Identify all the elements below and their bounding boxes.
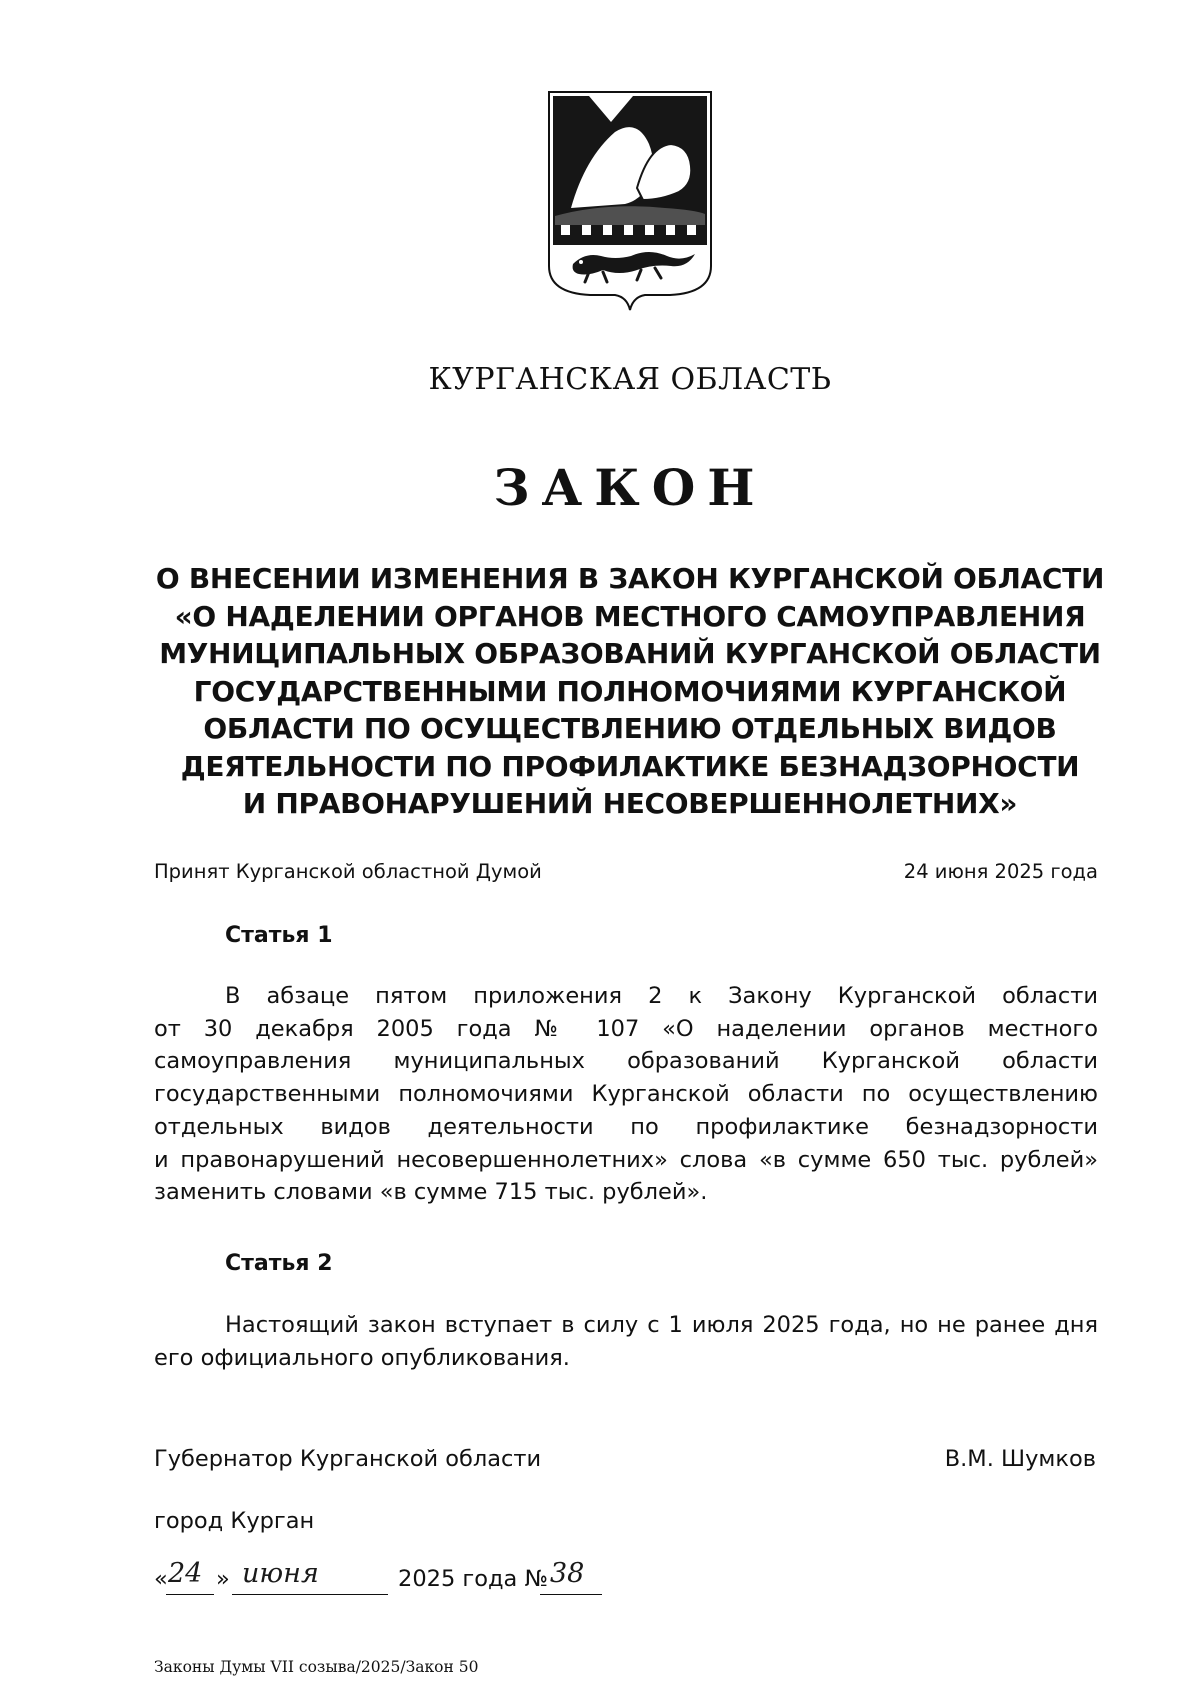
article-1-line: и правонарушений несовершеннолетних» слова «в сумме 650 тыс. рублей» <box>154 1146 1098 1173</box>
adoption-date: 24 июня 2025 года <box>903 860 1098 883</box>
article-2-line: Настоящий закон вступает в силу с 1 июля 2025 года, но не ранее дня <box>225 1312 1098 1338</box>
law-title-line: И ПРАВОНАРУШЕНИЙ НЕСОВЕРШЕННОЛЕТНИХ» <box>242 787 1018 820</box>
signer-position: Губернатор Курганской области <box>154 1446 542 1472</box>
signing-city: город Курган <box>154 1508 315 1534</box>
region-name: КУРГАНСКАЯ ОБЛАСТЬ <box>428 362 832 397</box>
registry-footer: Законы Думы VII созыва/2025/Закон 50 <box>154 1658 479 1676</box>
article-1-line: заменить словами «в сумме 715 тыс. рублей». <box>154 1179 708 1206</box>
article-2-text <box>154 1309 1098 1374</box>
signer-name: В.М. Шумков <box>944 1446 1096 1472</box>
document-type: ЗАКОН <box>493 458 767 517</box>
law-title-line: МУНИЦИПАЛЬНЫХ ОБРАЗОВАНИЙ КУРГАНСКОЙ ОБЛАСТИ <box>159 637 1101 670</box>
signing-date-line <box>154 1558 674 1602</box>
coat-of-arms-icon <box>545 88 715 320</box>
article-1-text <box>154 980 1098 1209</box>
article-1-heading: Статья 1 <box>225 923 333 948</box>
article-1-line: отдельных видов деятельности по профилактике безнадзорности <box>154 1113 1098 1140</box>
article-2-heading: Статья 2 <box>225 1251 333 1276</box>
article-1-line: от 30 декабря 2005 года № 107 «О наделении органов местного <box>154 1015 1098 1042</box>
adopting-body: Принят Курганской областной Думой <box>154 860 542 883</box>
adoption-line <box>154 860 1098 890</box>
law-title <box>150 560 1110 823</box>
law-title-line: ДЕЯТЕЛЬНОСТИ ПО ПРОФИЛАКТИКЕ БЕЗНАДЗОРНОСТИ <box>180 749 1080 783</box>
month-underline <box>232 1594 388 1595</box>
law-title-line: ОБЛАСТИ ПО ОСУЩЕСТВЛЕНИЮ ОТДЕЛЬНЫХ ВИДОВ <box>203 712 1057 745</box>
day-underline <box>166 1594 214 1595</box>
article-1-line: государственными полномочиями Курганской области по осуществлению <box>154 1081 1098 1108</box>
law-title-line: О ВНЕСЕНИИ ИЗМЕНЕНИЯ В ЗАКОН КУРГАНСКОЙ ОБЛАСТИ <box>155 562 1105 595</box>
date-open-quote: « <box>154 1566 168 1592</box>
law-title-line: «О НАДЕЛЕНИИ ОРГАНОВ МЕСТНОГО САМОУПРАВЛЕНИЯ <box>174 599 1086 633</box>
law-title-line: ГОСУДАРСТВЕННЫМИ ПОЛНОМОЧИЯМИ КУРГАНСКОЙ <box>193 674 1067 708</box>
handwritten-day: 24 <box>168 1558 203 1589</box>
article-2-line: его официального опубликования. <box>154 1344 570 1371</box>
handwritten-month: июня <box>242 1558 319 1589</box>
date-close-quote: » <box>216 1566 230 1592</box>
date-year-text: 2025 года № <box>398 1566 548 1592</box>
handwritten-number: 38 <box>550 1558 585 1589</box>
article-1-line: самоуправления муниципальных образований Курганской области <box>154 1048 1098 1075</box>
article-1-line: В абзаце пятом приложения 2 к Закону Курганской области <box>225 983 1098 1009</box>
number-underline <box>540 1594 602 1595</box>
